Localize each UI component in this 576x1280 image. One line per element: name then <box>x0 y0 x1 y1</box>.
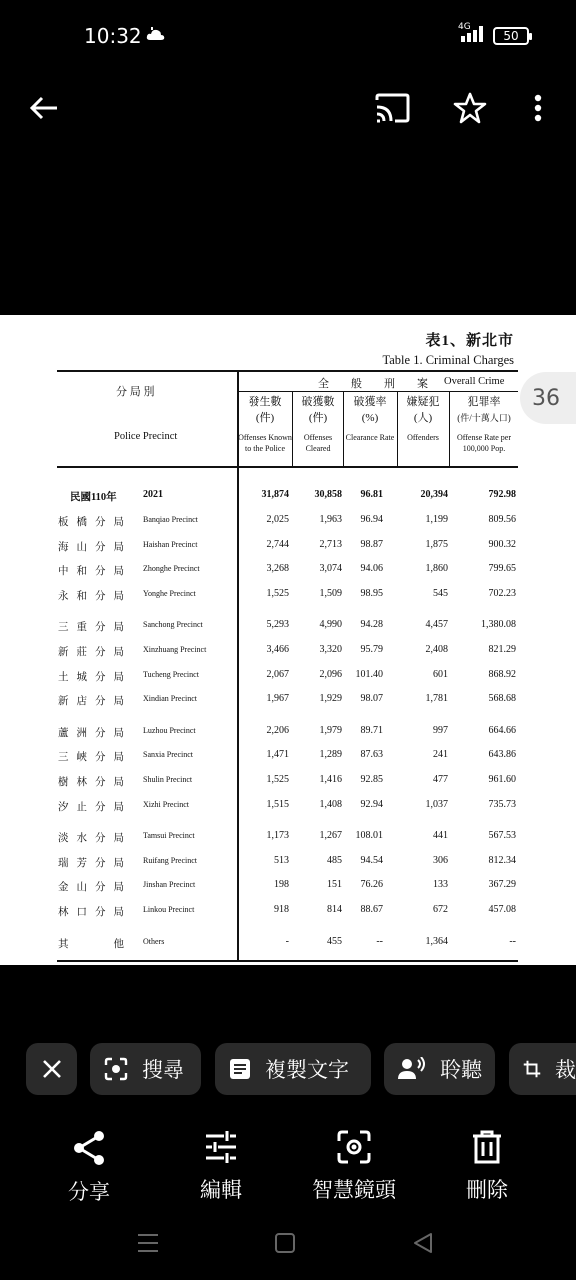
header-col-en: Offense Rate per 100,000 Pop. <box>456 433 512 453</box>
table-row-en: Banqiao Precinct <box>143 515 198 524</box>
table-cell: 1,380.08 <box>481 619 516 631</box>
table-cell: -- <box>376 935 383 947</box>
table-row-en: Luzhou Precinct <box>143 725 196 735</box>
header-col <box>398 394 448 443</box>
table-cell: 1,416 <box>319 774 342 785</box>
table-row-name: 其 他 <box>58 938 132 950</box>
crop-chip[interactable] <box>509 1043 576 1095</box>
header-col-zh: 犯罪率 <box>467 396 501 408</box>
table-row-name: 中和分局 <box>58 566 132 578</box>
more-vert-icon[interactable] <box>516 86 560 130</box>
table-cell: 92.94 <box>360 798 383 810</box>
bottom-rule <box>57 960 518 962</box>
table-row-name: 淡水分局 <box>58 833 132 845</box>
table-row-en: Zhonghe Precinct <box>143 564 200 574</box>
back-triangle-icon[interactable] <box>412 1232 434 1258</box>
header-col-unit: (人) <box>413 412 433 424</box>
table-cell: 821.29 <box>488 644 516 655</box>
table-cell: 101.40 <box>355 668 383 680</box>
table-row-en: Yonghe Precinct <box>143 588 196 598</box>
table-cell: 133 <box>433 879 448 891</box>
network-type: 4G <box>458 22 471 32</box>
listen-chip-label: 聆聽 <box>440 1058 482 1082</box>
table-cell: 88.67 <box>360 904 383 915</box>
table-row-en: Tamsui Precinct <box>143 831 195 841</box>
table-cell: 1,979 <box>319 724 342 736</box>
table-cell: 1,967 <box>266 693 289 705</box>
table-cell: 20,394 <box>420 489 448 500</box>
battery-icon <box>493 27 529 45</box>
table-cell: 2,096 <box>319 668 342 680</box>
copy-text-chip-label: 複製文字 <box>265 1058 349 1082</box>
header-col-en: Clearance Rate <box>345 433 395 442</box>
table-cell: 151 <box>327 879 342 891</box>
table-cell: 485 <box>327 854 342 866</box>
table-cell: 94.28 <box>360 619 383 631</box>
table-cell: 477 <box>433 774 448 785</box>
table-row-en: Linkou Precinct <box>143 905 195 914</box>
header-group-en: Overall Crime <box>444 376 505 387</box>
crop-chip-label: 裁 <box>555 1058 576 1082</box>
table-cell: 4,990 <box>319 619 342 631</box>
total-row-label: 民國110年 <box>70 492 117 503</box>
table-row-name: 新莊分局 <box>58 647 132 658</box>
header-col-en: Offenses Cleared <box>303 433 333 453</box>
table-row-en: Sanxia Precinct <box>143 750 193 760</box>
table-cell: 735.73 <box>488 798 516 810</box>
header-col <box>293 394 343 454</box>
signal-icon <box>456 24 490 46</box>
table-cell: 3,320 <box>319 644 342 655</box>
table-cell: 241 <box>433 749 448 761</box>
table-cell: 2,713 <box>319 538 342 550</box>
table-row-name: 土城分局 <box>58 671 132 683</box>
table-cell: 1,267 <box>319 830 342 842</box>
table-row-en: Xizhi Precinct <box>143 799 189 809</box>
star-icon[interactable] <box>448 86 492 130</box>
table-cell: 513 <box>274 854 289 866</box>
table-cell: 96.81 <box>360 489 383 500</box>
share-action[interactable] <box>34 1130 144 1206</box>
table-row-name: 樹林分局 <box>58 777 132 788</box>
table-cell: 918 <box>274 904 289 915</box>
header-col-zh: 發生數 <box>248 396 282 408</box>
table-cell: 367.29 <box>488 879 516 891</box>
header-precinct-en: Police Precinct <box>114 431 178 442</box>
table-row-en: Jinshan Precinct <box>143 880 196 890</box>
group-rule <box>238 391 518 392</box>
table-cell: 1,515 <box>266 798 289 810</box>
table-cell: 601 <box>433 668 448 680</box>
table-cell: 664.66 <box>488 724 516 736</box>
table-cell: 98.07 <box>360 693 383 705</box>
crop-icon <box>523 1057 541 1081</box>
share-label: 分享 <box>68 1180 110 1204</box>
lens-label: 智慧鏡頭 <box>312 1178 396 1202</box>
table-cell: 568.68 <box>488 693 516 705</box>
header-col-zh: 嫌疑犯 <box>406 396 440 408</box>
recents-icon[interactable] <box>137 1232 159 1258</box>
column-divider <box>237 370 239 961</box>
table-cell: 4,457 <box>425 619 448 631</box>
lens-icon <box>337 1130 371 1164</box>
table-cell: 1,525 <box>266 587 289 599</box>
edit-action[interactable] <box>166 1130 276 1204</box>
search-chip[interactable] <box>90 1043 201 1095</box>
table-cell: 76.26 <box>360 879 383 891</box>
table-row-en: Tucheng Precinct <box>143 669 199 679</box>
header-col-en: Offenders <box>407 433 439 442</box>
table-cell: 3,466 <box>266 644 289 655</box>
table-cell: 306 <box>433 854 448 866</box>
close-chip[interactable] <box>26 1043 77 1095</box>
lens-chip-row <box>0 1043 576 1095</box>
page-number-badge: 36 <box>520 372 576 424</box>
header-col-en: Offenses Known to the Police <box>238 433 292 453</box>
header-rule <box>57 466 518 468</box>
table-cell: 809.56 <box>488 514 516 525</box>
header-precinct-zh: 分 局 別 <box>116 386 155 398</box>
table-title-zh: 表1、新北市 <box>425 333 514 349</box>
header-col <box>450 394 518 454</box>
status-bar <box>0 0 576 72</box>
trash-icon <box>472 1130 502 1164</box>
table-cell: 89.71 <box>360 724 383 736</box>
table-row-en: Xindian Precinct <box>143 694 197 704</box>
table-cell: 1,963 <box>319 514 342 525</box>
table-cell: 87.63 <box>360 749 383 761</box>
table-row-name: 新店分局 <box>58 696 132 708</box>
table-cell: 98.95 <box>360 587 383 599</box>
table-cell: 98.87 <box>360 538 383 550</box>
table-row-name: 海山分局 <box>58 541 132 553</box>
table-cell: 702.23 <box>488 587 516 599</box>
table-cell: 2,206 <box>266 724 289 736</box>
table-cell: 2,744 <box>266 538 289 550</box>
close-icon <box>42 1059 62 1079</box>
table-cell: 198 <box>274 879 289 891</box>
table-cell: 1,173 <box>266 830 289 842</box>
table-cell: 92.85 <box>360 774 383 785</box>
table-cell: 1,199 <box>425 514 448 525</box>
listen-icon <box>398 1057 426 1081</box>
table-cell: 96.94 <box>360 514 383 525</box>
table-cell: 94.54 <box>360 854 383 866</box>
home-icon[interactable] <box>275 1232 295 1258</box>
table-cell: 672 <box>433 904 448 915</box>
table-row-name: 板橋分局 <box>58 517 132 528</box>
table-cell: 1,525 <box>266 774 289 785</box>
table-cell: 900.32 <box>488 538 516 550</box>
table-row-en: Xinzhuang Precinct <box>143 645 207 654</box>
edit-label: 編輯 <box>200 1178 242 1202</box>
table-cell: 1,364 <box>425 935 448 947</box>
table-cell: 441 <box>433 830 448 842</box>
table-cell: 95.79 <box>360 644 383 655</box>
table-cell: 1,408 <box>319 798 342 810</box>
delete-action[interactable] <box>432 1130 542 1204</box>
header-col <box>344 394 396 443</box>
total-row-year: 2021 <box>143 489 163 500</box>
lens-action[interactable] <box>299 1130 409 1204</box>
table-cell: 1,037 <box>425 798 448 810</box>
table-cell: 2,067 <box>266 668 289 680</box>
table-cell: 868.92 <box>488 668 516 680</box>
table-cell: 457.08 <box>488 904 516 915</box>
table-cell: 961.60 <box>488 774 516 785</box>
search-chip-label: 搜尋 <box>142 1058 184 1082</box>
table-cell: 2,025 <box>266 514 289 525</box>
table-cell: 643.86 <box>488 749 516 761</box>
header-col-zh: 破獲數 <box>301 396 335 408</box>
table-cell: 567.53 <box>488 830 516 842</box>
header-col-zh: 破獲率 <box>353 396 387 408</box>
table-row-en: Sanchong Precinct <box>143 620 203 630</box>
table-cell: 1,929 <box>319 693 342 705</box>
header-col-unit: (件/十萬人口) <box>457 413 511 423</box>
table-cell: 108.01 <box>355 830 383 842</box>
table-cell: 2,408 <box>425 644 448 655</box>
text-copy-icon <box>229 1058 251 1080</box>
table-cell: - <box>285 935 289 947</box>
delete-label: 刪除 <box>466 1178 508 1202</box>
header-group-zh: 全 般 刑 案 <box>318 378 428 390</box>
table-cell: 3,074 <box>319 563 342 575</box>
table-cell: 94.06 <box>360 563 383 575</box>
table-cell: 1,875 <box>425 538 448 550</box>
header-col-unit: (%) <box>361 412 379 424</box>
weather-cloud-icon <box>146 26 166 44</box>
table-row-name: 三峽分局 <box>58 752 132 764</box>
table-row-en: Others <box>143 936 165 946</box>
header-col-unit: (件) <box>308 412 328 424</box>
cast-icon[interactable] <box>370 86 414 130</box>
lens-search-icon <box>104 1057 128 1081</box>
table-cell: 814 <box>327 904 342 915</box>
table-cell: -- <box>509 935 516 947</box>
table-cell: 30,858 <box>314 489 342 500</box>
table-row-en: Haishan Precinct <box>143 539 198 549</box>
clock: 10:32 <box>84 24 142 48</box>
back-arrow-icon[interactable] <box>22 86 66 130</box>
table-row-name: 蘆洲分局 <box>58 727 132 739</box>
table-row-name: 三重分局 <box>58 622 132 634</box>
top-rule <box>57 370 518 372</box>
battery-level: 50 <box>503 29 519 43</box>
share-icon <box>72 1130 106 1166</box>
table-row-name: 汐止分局 <box>58 801 132 813</box>
table-cell: 545 <box>433 587 448 599</box>
table-cell: 31,874 <box>261 489 289 500</box>
listen-chip[interactable] <box>384 1043 495 1095</box>
table-cell: 799.65 <box>488 563 516 575</box>
table-cell: 997 <box>433 724 448 736</box>
edit-sliders-icon <box>204 1130 238 1164</box>
table-cell: 1,509 <box>319 587 342 599</box>
table-row-name: 瑞芳分局 <box>58 857 132 869</box>
header-col <box>238 394 292 454</box>
table-row-en: Shulin Precinct <box>143 775 193 784</box>
table-cell: 455 <box>327 935 342 947</box>
table-cell: 792.98 <box>488 489 516 500</box>
table-cell: 3,268 <box>266 563 289 575</box>
table-row-en: Ruifang Precinct <box>143 855 197 865</box>
table-row-name: 永和分局 <box>58 590 132 602</box>
table-cell: 1,860 <box>425 563 448 575</box>
table-cell: 1,289 <box>319 749 342 761</box>
copy-text-chip[interactable] <box>215 1043 371 1095</box>
table-row-name: 林口分局 <box>58 907 132 918</box>
table-row-name: 金山分局 <box>58 882 132 894</box>
table-cell: 5,293 <box>266 619 289 631</box>
document-image <box>0 315 576 965</box>
table-cell: 1,781 <box>425 693 448 705</box>
header-col-unit: (件) <box>255 412 275 424</box>
table-cell: 1,471 <box>266 749 289 761</box>
table-cell: 812.34 <box>488 854 516 866</box>
table-title-en: Table 1. Criminal Charges <box>382 353 514 367</box>
